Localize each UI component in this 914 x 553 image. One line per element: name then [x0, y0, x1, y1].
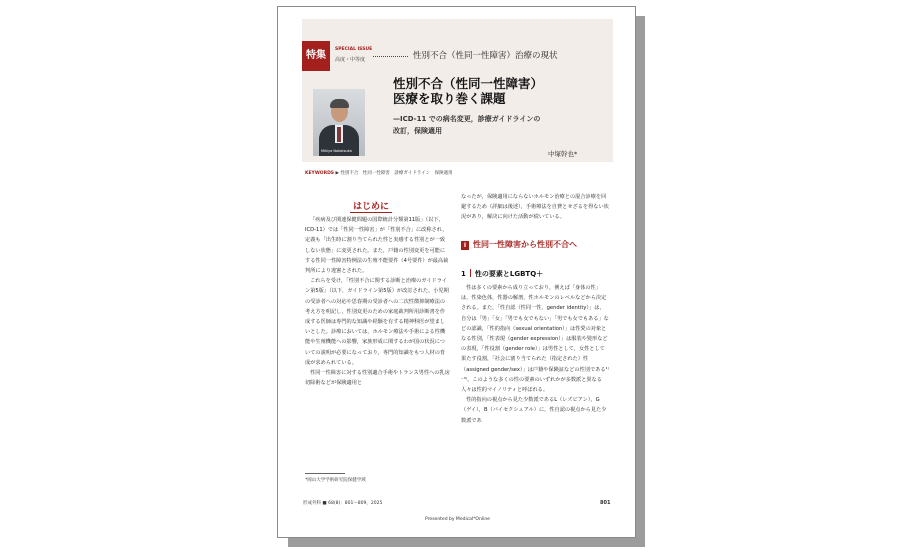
- body-paragraph: 性的指向の視点から見た少数派であるL（レズビアン），G（ゲイ），B（バイセクシュアル）に，性自認の視点から見た少数派であ: [461, 397, 607, 424]
- article-title-line1: 性別不合（性同一性障害）: [393, 76, 544, 91]
- section-heading-1: [461, 239, 577, 250]
- intro-paragraph: これらを受け，「性別不合に関する診断と治療のガイドライン第5版」（以下，ガイドライン第5版）が改訂された。小児期の受診者への対応や思春期の受診者への二次性徴抑制療法の考え方を明記し，性別変更のための家庭裁判所用診断書を作成する医師は専門的な知識や経験を有する精神科医が望ましいとした。診療においては，ホルモン療法や手術による性機能や生殖機能への影響，家族形成に関するわが国の状況についての説明が必要になっており，専門的知識をもつ人材の育成が求められている。: [305, 278, 449, 366]
- intro-paragraph: 「疾病及び関連保健問題の国際統計分類第11版」（以下，ICD-11）では「性同一性障害」が「性別不合」に改称され，定義も「出生時に割り当てられた性と実感する性別とが一致しない状態」に変更された。また，戸籍の性別変更を可能にする性同一性障害特例法の生殖不能要件（4号要件）が最高裁判所により違憲とされた。: [305, 217, 449, 275]
- article-page: [277, 6, 636, 538]
- left-column: [305, 215, 450, 388]
- intro-paragraph: 性同一性障害に対する性別適合手術やトランス男性への乳房切除術などが保険適用と: [305, 370, 450, 387]
- article-subtitle-line1: —ICD-11 での病名変更，診療ガイドラインの: [393, 115, 541, 123]
- intro-heading: はじめに: [350, 199, 392, 213]
- photo-caption: Mikiya Nakatsuka: [321, 149, 352, 153]
- keywords-arrow-icon: ▶: [335, 171, 339, 176]
- dotted-divider: [373, 56, 408, 57]
- right-paragraph: なったが，保険適用にならないホルモン治療との混合診療を回避するため（詳細は後述），手術療法を自費とせざるを得ない状況があり，解決に向けた活動が続いている。: [461, 194, 609, 221]
- article-title: [393, 77, 543, 106]
- page-number: 801: [600, 500, 611, 506]
- section-title: 性同一性障害から性別不合へ: [473, 240, 577, 249]
- presented-by: Presented by Medical*Online: [425, 517, 490, 522]
- article-subtitle: [393, 113, 540, 137]
- subsection-number: 1: [461, 270, 466, 278]
- keywords-label: KEYWORDS: [305, 171, 335, 176]
- footnote: *岡山大学学術研究院保健学域: [305, 478, 366, 483]
- special-issue-label: SPECIAL ISSUE: [335, 47, 373, 52]
- subsection-title: 性の要素とLGBTQ＋: [474, 270, 544, 278]
- keywords-line: [305, 170, 453, 176]
- author-photo: [313, 89, 365, 156]
- journal-citation: 形成外科 ■ 68(8)：801～809，2025: [303, 501, 383, 506]
- level-label: 高度・中等度: [335, 57, 366, 63]
- keywords-items: 性別不合 性同一性障害 診療ガイドライン 保険適用: [340, 171, 453, 176]
- subsection-heading-1: [461, 269, 543, 279]
- series-title: 性別不合（性同一性障害）治療の現状: [413, 51, 558, 61]
- right-column-body: [461, 283, 609, 426]
- article-subtitle-line2: 改訂，保険適用: [393, 127, 442, 135]
- section-number: I: [461, 241, 469, 250]
- article-title-line2: 医療を取り巻く課題: [393, 90, 506, 106]
- special-tag: 特集: [302, 41, 330, 71]
- author-name: 中塚幹也*: [548, 150, 578, 158]
- right-column-top: [461, 192, 609, 223]
- body-paragraph: 性は多くの要素から成り立っており，例えば「身体の性」は，性染色体，性器の解剖，性ホルモンのレベルなどから決定される。また，「性自認（性同一性，gender identity）」は，自分は「男」「女」「男でも女でもない」「男でも女でもある」などの認識，「性的指向（sexual orientation）」は性愛の対象となる性別，「性表現（gender expression）」は服装や髪形などの表現，「性役割（gender role）」は男性として，女性として果たす役割，「社会に割り当てられた（指定された）性（assigned gender/sex）」は戸籍や保険証などの性別である¹⁾⁻³⁾。このような多くの性の要素のいずれかが多数派と異なる人々は性的マイノリティと呼ばれる。: [461, 285, 609, 394]
- footnote-divider: [305, 473, 345, 474]
